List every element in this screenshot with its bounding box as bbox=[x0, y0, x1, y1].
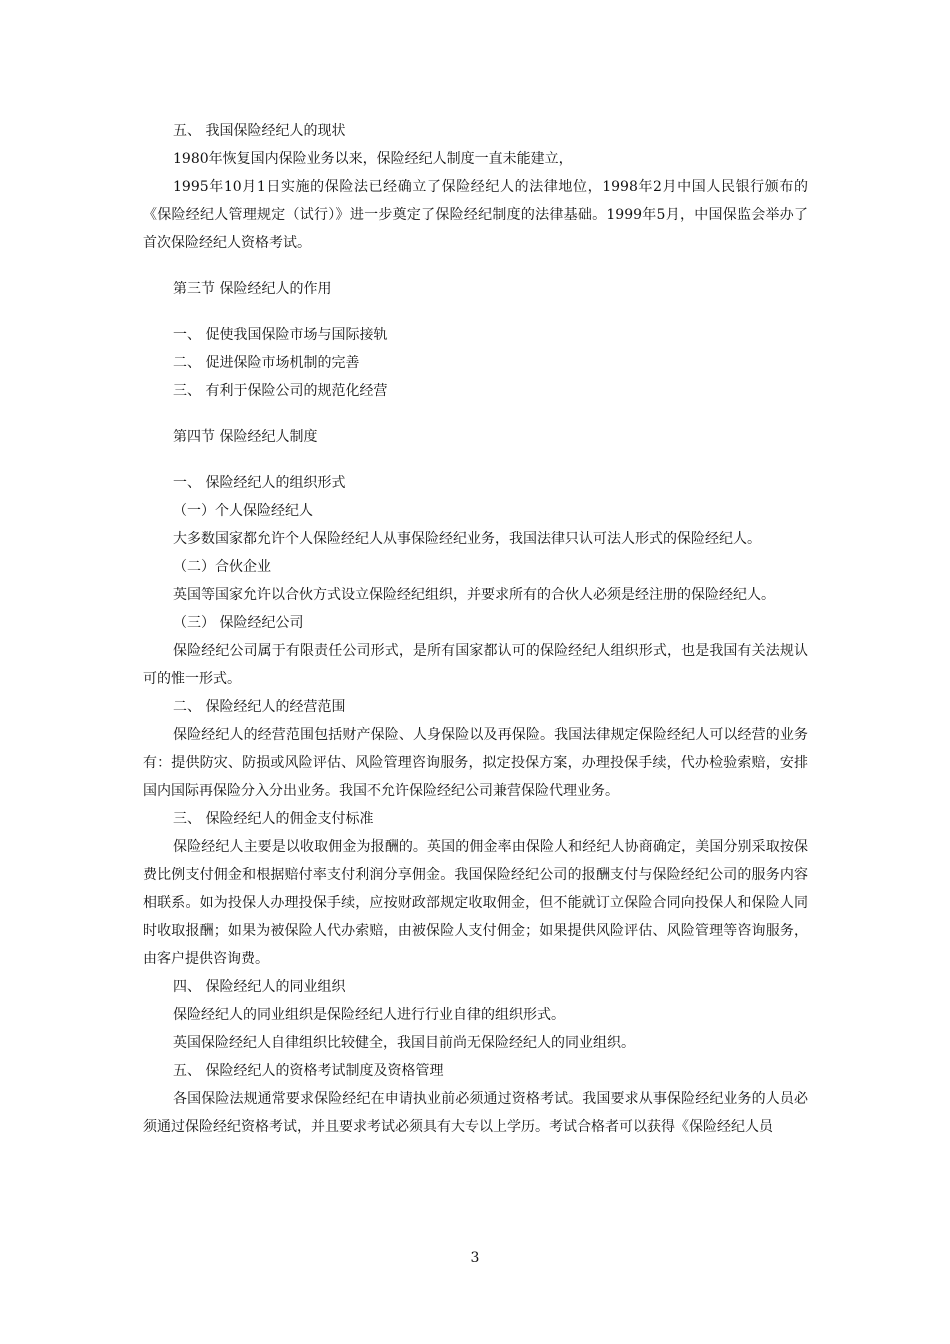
paragraph: 保险经纪人的同业组织是保险经纪人进行行业自律的组织形式。 bbox=[173, 1007, 565, 1023]
paragraph: 保险经纪人主要是以收取佣金为报酬的。英国的佣金率由保险人和经纪人协商确定，美国分别采取按保费比例支付佣金和根据赔付率支付利润分享佣金。我国保险经纪公司的报酬支付与保险经纪公司的服务内容相联系。如为投保人办理投保手续，应按财政部规定收取佣金，但不能就订立保险合同向投保人和保险人同时收取报酬；如果为被保险人代办索赔，由被保险人支付佣金；如果提供风险评估、风险管理等咨询服务，由客户提供咨询费。 bbox=[143, 839, 808, 967]
paragraph: 1980年恢复国内保险业务以来，保险经纪人制度一直未能建立， bbox=[173, 151, 573, 167]
chapter-title: 第三节 保险经纪人的作用 bbox=[173, 281, 332, 297]
section-heading: 五、 我国保险经纪人的现状 bbox=[173, 123, 346, 139]
paragraph: 大多数国家都允许个人保险经纪人从事保险经纪业务，我国法律只认可法人形式的保险经纪人。 bbox=[173, 531, 761, 547]
section-heading: 四、 保险经纪人的同业组织 bbox=[173, 979, 346, 995]
section-heading: 三、 保险经纪人的佣金支付标准 bbox=[173, 811, 374, 827]
list-item: 三、 有利于保险公司的规范化经营 bbox=[173, 383, 388, 399]
paragraph: 英国保险经纪人自律组织比较健全，我国目前尚无保险经纪人的同业组织。 bbox=[173, 1035, 635, 1051]
section-heading: 五、 保险经纪人的资格考试制度及资格管理 bbox=[173, 1063, 444, 1079]
paragraph: 英国等国家允许以合伙方式设立保险经纪组织，并要求所有的合伙人必须是经注册的保险经纪人。 bbox=[173, 587, 775, 603]
subsection-heading: （一）个人保险经纪人 bbox=[173, 503, 313, 519]
subsection-heading: （二）合伙企业 bbox=[173, 559, 271, 575]
list-item: 一、 促使我国保险市场与国际接轨 bbox=[173, 327, 388, 343]
chapter-title: 第四节 保险经纪人制度 bbox=[173, 429, 318, 445]
section-heading: 一、 保险经纪人的组织形式 bbox=[173, 475, 346, 491]
paragraph: 1995年10月1日实施的保险法已经确立了保险经纪人的法律地位，1998年2月中国人民银行颁布的《保险经纪人管理规定（试行）》进一步奠定了保险经纪制度的法律基础。1999年5月，中国保监会举办了首次保险经纪人资格考试。 bbox=[143, 179, 808, 251]
list-item: 二、 促进保险市场机制的完善 bbox=[173, 355, 360, 371]
paragraph: 保险经纪公司属于有限责任公司形式，是所有国家都认可的保险经纪人组织形式，也是我国有关法规认可的惟一形式。 bbox=[143, 643, 808, 687]
paragraph: 保险经纪人的经营范围包括财产保险、人身保险以及再保险。我国法律规定保险经纪人可以经营的业务有：提供防灾、防损或风险评估、风险管理咨询服务，拟定投保方案，办理投保手续，代办检验索赔，安排国内国际再保险分入分出业务。我国不允许保险经纪公司兼营保险代理业务。 bbox=[143, 727, 808, 799]
page-number: 3 bbox=[470, 1250, 480, 1266]
subsection-heading: （三） 保险经纪公司 bbox=[173, 615, 304, 631]
section-heading: 二、 保险经纪人的经营范围 bbox=[173, 699, 346, 715]
page-content bbox=[143, 117, 808, 1141]
paragraph: 各国保险法规通常要求保险经纪在申请执业前必须通过资格考试。我国要求从事保险经纪业务的人员必须通过保险经纪资格考试，并且要求考试必须具有大专以上学历。考试合格者可以获得《保险经纪人员 bbox=[143, 1091, 808, 1135]
